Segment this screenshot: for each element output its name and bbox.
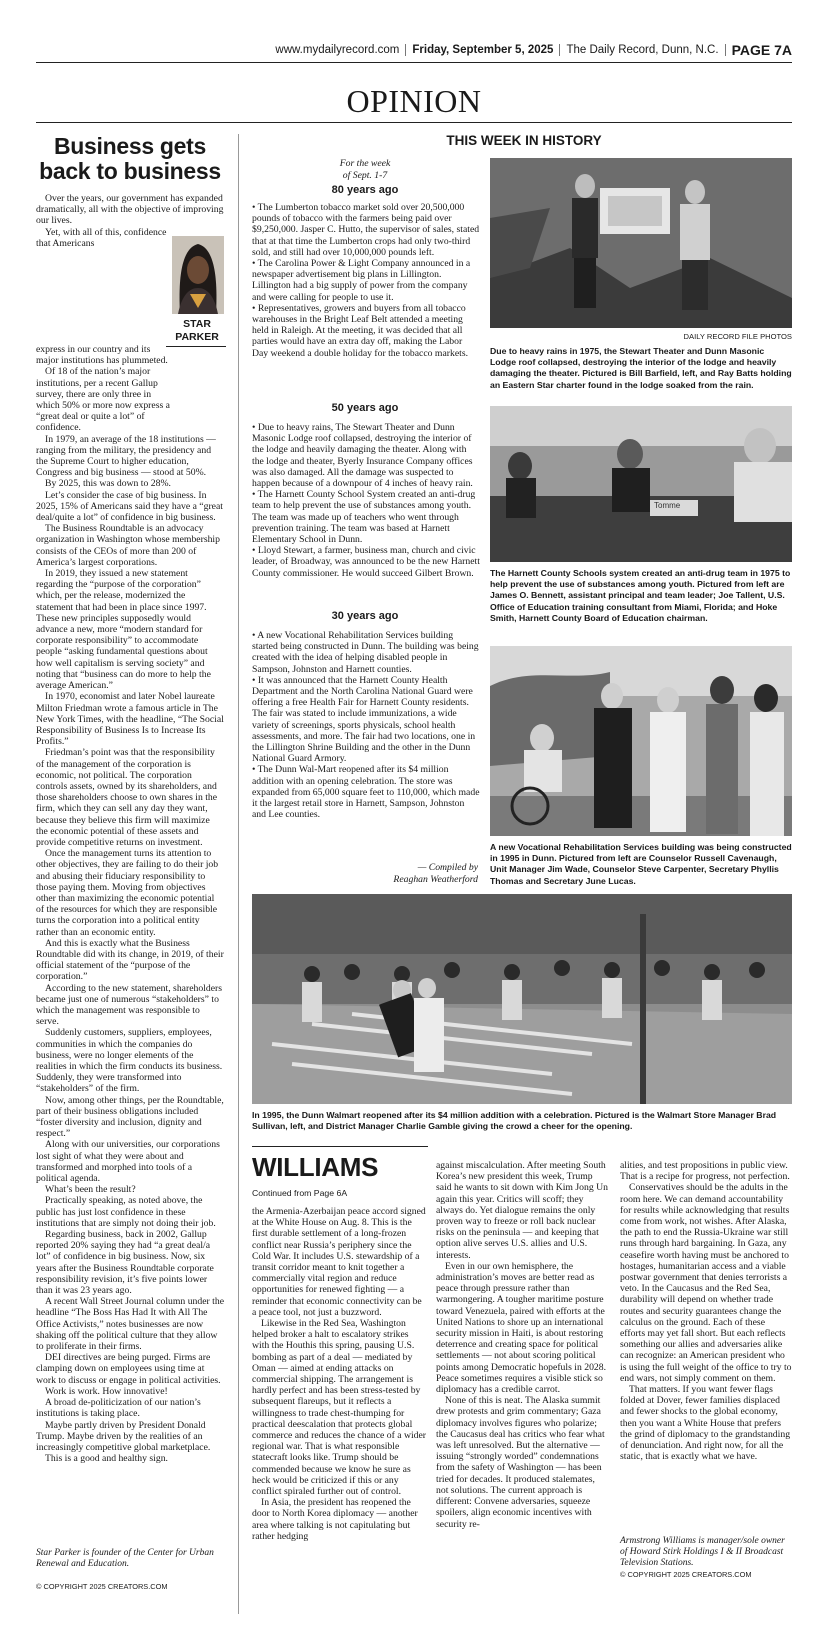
page-number: PAGE 7A <box>731 42 792 58</box>
history-intro <box>250 158 480 182</box>
paragraph: Conservatives should be the adults in the room here. We can demand accountability for results while acknowledging that results come from work, not wishes. After Alaska, the path to end the Russia-Ukraine war still runs through hard bargaining. In Gaza, any ceasefire worth having must be anchored to hostages, humanitarian access and a viable postwar government that denies terrorists a veto. In the Caucasus and the Red Sea, durability will depend on whether trade routes and security guarantees change the calculus on the ground. Each of these efforts may yet fall short. But each reflects something our allies and adversaries alike can recognize: an American president who is using the full weight of the office to try to end wars, not simply comment on them. <box>620 1182 792 1384</box>
history-item: • Representatives, growers and buyers from all tobacco warehouses in the Bright Leaf Belt attended a meeting held in Raleigh. At the meeting, it was decided that all parties would have an extra day off, making the Labor Day weekend a double holiday for the tobacco markets. <box>252 302 469 359</box>
paragraph: In 2019, they issued a new statement regarding the “purpose of the corporation” which, per the release, modernized the statement that had been in place since 1997. These new principles supposedly would advance a new, more “modern standard for corporate responsibility” to accommodate people “asking fundamental questions about how well capitalism is serving society” and noting that “business can do more to help the average American.” <box>36 568 211 692</box>
section-title: OPINION <box>346 83 482 119</box>
paragraph: Work is work. How innovative! <box>45 1385 168 1397</box>
intro-line: For the week <box>339 158 391 169</box>
paragraph: Now, among other things, per the Roundtable, part of their business obligations included “foster diversity and inclusion, dignity and respect.” <box>36 1094 224 1140</box>
photo-caption: A new Vocational Rehabilitation Services building was being constructed in 1995 in Dunn. Pictured from left are Counselor Russell Cavenaugh, Unit Manager Jim Wade, Counselor Steve Carpenter, Secretary Phyllis Thomas and Secretary June Lucas. <box>490 842 792 886</box>
history-30-items <box>252 630 480 820</box>
paragraph: Likewise in the Red Sea, Washington helped broker a halt to escalatory strikes with the Houthis this spring, pausing U.S. bombing as part of a deal — mediated by Oman — aimed at ending attacks on commercial shipping. The arrangement is hardly perfect and has been stress-tested by subsequent flareups, but it reflects a willingness to trade chest-thumping for practical deescalation that protects global commerce and reduces the chance of a wider regional war. That is what responsible statecraft looks like. Trump should be commended because we know he sure as heck would be criticized if this or any conflict spiraled further out of control. <box>252 1318 427 1498</box>
history-50-items <box>252 422 480 579</box>
photo-walmart-reopening <box>252 894 792 1104</box>
paragraph: Regarding business, back in 2002, Gallup reported 20% saying they had “a great deal/a lot” of confidence in big business. Now, six years after the Business Roundtable corporate responsibility revision, it’s five points lower than it was 23 years ago. <box>36 1229 214 1297</box>
top-rule <box>36 62 792 63</box>
column-headline: Business gets back to business <box>39 133 221 184</box>
copyright: © COPYRIGHT 2025 CREATORS.COM <box>620 1570 752 1579</box>
website-link[interactable]: www.mydailyrecord.com <box>275 44 400 56</box>
paragraph: The Business Roundtable is an advocacy organization in Washington whose membership consists of the CEOs of more than 200 of America’s largest corporations. <box>36 523 220 568</box>
author-name: STAR PARKER <box>175 318 219 343</box>
author-bio: Star Parker is founder of the Center for Urban Renewal and Education. <box>36 1548 214 1569</box>
year-heading-80: 80 years ago <box>331 184 399 196</box>
paragraph: Suddenly customers, suppliers, employees, communities in which the companies do business, were no longer elements of the realities in which the firm conducts its business. Suddenly, they were transformed into “stakeholders” of the firm. <box>36 1027 223 1095</box>
paragraph: This is a good and healthy sign. <box>45 1453 168 1465</box>
paragraph: In 1970, economist and later Nobel laureate Milton Friedman wrote a famous article in The New York Times, with the headline, “The Social Responsibility of Business Is to Increase Its Profits.” <box>36 691 224 748</box>
paragraph: Even in our own hemisphere, the administration’s moves are better read as peace through pressure rather than warmongering. A tougher maritime posture toward Venezuela, paired with efforts at the United Nations to shore up an international security mission in Haiti, is about restoring deterrence and creating space for political settlements — not about scoring political points among Democratic hopefuls in 2028. Peace sometimes requires a visible stick so diplomacy has a credible carrot. <box>436 1260 607 1396</box>
paragraph: alities, and test propositions in public view. That is a recipe for progress, not perfection. <box>620 1160 790 1183</box>
paragraph: Of 18 of the nation’s major institutions, per a recent Gallup survey, there are only three in which 50% or more now express a “great deal or quite a lot” of confidence. <box>36 366 170 434</box>
history-80-items <box>252 202 480 359</box>
copyright: © COPYRIGHT 2025 CREATORS.COM <box>36 1582 168 1591</box>
photo-caption: In 1995, the Dunn Walmart reopened after its $4 million addition with a celebration. Pictured is the Walmart Store Manager Brad Sullivan, left, and District Manager Charlie Gamble giving the crowd a cheer for the opening. <box>252 1110 777 1132</box>
column-body <box>36 344 224 1600</box>
paragraph: A recent Wall Street Journal column under the headline “The Boss Has Had It with All The Office Activists,” notes businesses are now shaking off the political culture that they allow to proliferate in their firms. <box>36 1296 224 1353</box>
williams-rule <box>252 1146 428 1147</box>
paragraph: express in our country and its major institutions has plummeted. <box>36 344 168 367</box>
photo-caption: The Harnett County Schools system created an anti-drug team in 1975 to help prevent the use of substances among youth. Pictured from left are James O. Bennett, assistant principal and team leader; Joe Tallent, U.S. Office of Education training consultant from Miami, Florida; and Hoke Smith, Harnett County Board of Education chairman. <box>490 568 791 623</box>
williams-column-3 <box>620 1160 792 1542</box>
williams-headline: WILLIAMS <box>252 1152 379 1182</box>
photo-anti-drug-team <box>490 406 792 562</box>
paper-name: The Daily Record, Dunn, N.C. <box>566 44 719 56</box>
williams-column-1 <box>252 1206 428 1614</box>
compiled-name: Reaghan Weatherford <box>393 874 478 885</box>
paragraph: Along with our universities, our corporations lost sight of what they were about and transformed and morphed into tools of a political agenda. <box>36 1139 220 1185</box>
paragraph: DEI directives are being purged. Firms are clamping down on employees using time at work to discuss or engage in political activities. <box>36 1352 221 1386</box>
photo-rehab-building <box>490 646 792 836</box>
photo-lodge-charter <box>490 158 792 328</box>
section-rule <box>36 122 792 123</box>
desk-nameplate: Tomme <box>654 501 681 510</box>
williams-bio: Armstrong Williams is manager/sole owner of Howard Stirk Holdings I & II Broadcast Television Stations. <box>620 1536 785 1568</box>
paragraph: In Asia, the president has reopened the door to North Korea diplomacy — another area where talking is not capitulating but rather hedging <box>252 1497 418 1542</box>
history-item: • The Harnett County School System created an anti-drug team to help prevent the use of substances among youth. The team was made up of teachers who went through prevention training. The team was based at Harnett Elementary School in Dunn. <box>252 489 476 546</box>
paragraph: Once the management turns its attention to other objectives, they are failing to do their job and abusing their fiduciary responsibility to those paying them. Moving from objectives other than maximizing the economic potential of the resources for which they are responsible turns the corporation into a political entity rather than an economic entity. <box>36 848 219 938</box>
folio-divider <box>725 44 726 56</box>
history-item: • The Carolina Power & Light Company announced in a newspaper advertisement big plans in Lillington. Lillington had a big supply of power from the company and were calling for people to use it. <box>252 258 471 303</box>
history-item: • It was announced that the Harnett County Health Department and the North Carolina National Guard were offering a free Health Fair for Harnett County residents. The fair was stated to include immunizations, a wide variety of screenings, sports physicals, school health assessments, and more. The fair had two locations, one in the Lillington Shrine Building and the other in the Dunn National Guard Armory. <box>252 674 476 765</box>
year-heading-50: 50 years ago <box>331 402 399 414</box>
paragraph: A broad de-politicization of our nation’s institutions is taking place. <box>36 1397 201 1420</box>
photo-caption: Due to heavy rains in 1975, the Stewart Theater and Dunn Masonic Lodge roof collapsed, destroying the interior of the lodge and heavily damaging the theater. Pictured is Bill Barfield, left, and Ray Batts holding an Eastern Star charter found in the lodge soaked from the rain. <box>490 346 792 390</box>
paragraph: What’s been the result? <box>45 1184 136 1196</box>
paragraph: In 1979, an average of the 18 institutions — ranging from the military, the presidency and the Supreme Court to higher education, Congress and big business — stood at 50%. <box>36 433 216 479</box>
issue-date: Friday, September 5, 2025 <box>412 44 554 56</box>
column-divider <box>238 134 239 1614</box>
paragraph: And this is exactly what the Business Roundtable did with its change, in 2019, of their official statement of the “purpose of the corporation.” <box>36 937 224 983</box>
history-item: • The Lumberton tobacco market sold over 20,500,000 pounds of tobacco with the farmers being paid over $9,250,000. Jasper C. Hutto, the supervisor of sales, stated that at that time the Lumberton crops had only two-third sold, and still had over 10,000,000 pounds left. <box>252 202 480 258</box>
paragraph: the Armenia-Azerbaijan peace accord signed at the White House on Aug. 8. This is the first durable settlement of a long-frozen conflict near Russia’s periphery since the Cold War. It includes U.S. stewardship of a transit corridor meant to knit together a commercially vital region and reduce opportunities for renewed fighting — a reminder that economic connectivity can be a peace tool, not just a buzzword. <box>252 1206 426 1318</box>
history-title: THIS WEEK IN HISTORY <box>446 133 602 148</box>
history-item: • The Dunn Wal-Mart reopened after its $4 million addition with an opening celebration. The store was expanded from 65,000 square feet to 110,000, which made it the largest retail store in Harnett, Sampson, Johnston and Lee counties. <box>252 764 480 821</box>
folio-divider <box>405 44 406 56</box>
williams-column-2 <box>436 1160 608 1614</box>
compiled-by <box>300 862 478 886</box>
paragraph: None of this is neat. The Alaska summit drew protests and grim commentary; Gaza diplomacy involves figures who polarize; the Caucasus deal has critics who fear what was left unresolved. But the alternative — issuing “strongly worded” condemnations from the safety of Washington — has been tried for decades. It produced stalemates, not solutions. The current approach is different: Convene adversaries, squeeze spoilers, align economic incentives with security re- <box>436 1395 605 1530</box>
paragraph: Maybe partly driven by President Donald Trump. Maybe driven by the realities of an increasingly competitive global marketplace. <box>36 1419 211 1453</box>
history-item: • A new Vocational Rehabilitation Services building started being constructed in Dunn. The building was being created with the idea of helping disabled people in Sampson, Johnston and Harnett counties. <box>252 630 479 675</box>
folio-divider <box>559 44 560 56</box>
intro-line: of Sept. 1-7 <box>342 170 388 181</box>
photo-credit: DAILY RECORD FILE PHOTOS <box>683 332 792 341</box>
folio <box>36 42 792 60</box>
paragraph: That matters. If you want fewer flags folded at Dover, fewer families displaced and fewer shocks to the global economy, then you want a White House that prefers the grind of diplomacy to the grandstanding of denunciation. And right now, for all the static, that is exactly what we have. <box>620 1384 791 1463</box>
paragraph: against miscalculation. After meeting South Korea’s new president this week, Trump said he wants to sit down with Kim Jong Un again this year. Critics will scoff; they always do. Yet dialogue remains the only proven way to freeze or roll back nuclear risks on the peninsula — and keeping that option alive serves U.S. allies and U.S. interests. <box>436 1160 608 1261</box>
year-heading-30: 30 years ago <box>331 610 399 622</box>
history-item: • Due to heavy rains, The Stewart Theater and Dunn Masonic Lodge roof collapsed, destroying the interior of the lodge and heavily damaging the theater. Along with the lodge and theater, Byerly Insurance Company offices was also damaged. All the damage was suspected to happen because of a downpour of 4 inches of heavy rain. <box>252 422 473 490</box>
paragraph: By 2025, this was down to 28%. <box>45 478 171 490</box>
paragraph: Friedman’s point was that the responsibility of the management of the corporation is economic, not political. The corporation controls assets, owned by its shareholders, and those shareholders choose to own shares in the firm, which they can sell any day they want, because they believe this firm will maximize the economic potential of these assets and provide competitive returns on investment. <box>36 747 218 848</box>
history-item: • Lloyd Stewart, a farmer, business man, church and civic leader, of Broadway, was announced to be the new Harnett County commissioner. He would succeed Gilbert Brown. <box>252 545 480 579</box>
jump-line: Continued from Page 6A <box>252 1188 348 1198</box>
paragraph: Practically speaking, as noted above, the public has just lost confidence in these institutions that are simply not doing their job. <box>36 1195 216 1229</box>
paragraph: Over the years, our government has expanded dramatically, all with the objective of improving our lives. <box>36 193 224 227</box>
compiled-line: — Compiled by <box>417 862 478 873</box>
paragraph: Yet, with all of this, confidence that Americans <box>36 226 167 249</box>
paragraph: Let’s consider the case of big business. In 2025, 15% of Americans said they have a “great deal/quite a lot” of confidence in big business. <box>36 489 223 524</box>
paragraph: According to the new statement, shareholders became just one of numerous “stakeholders” to which the management was responsible to serve. <box>36 982 223 1028</box>
author-photo <box>172 236 224 314</box>
